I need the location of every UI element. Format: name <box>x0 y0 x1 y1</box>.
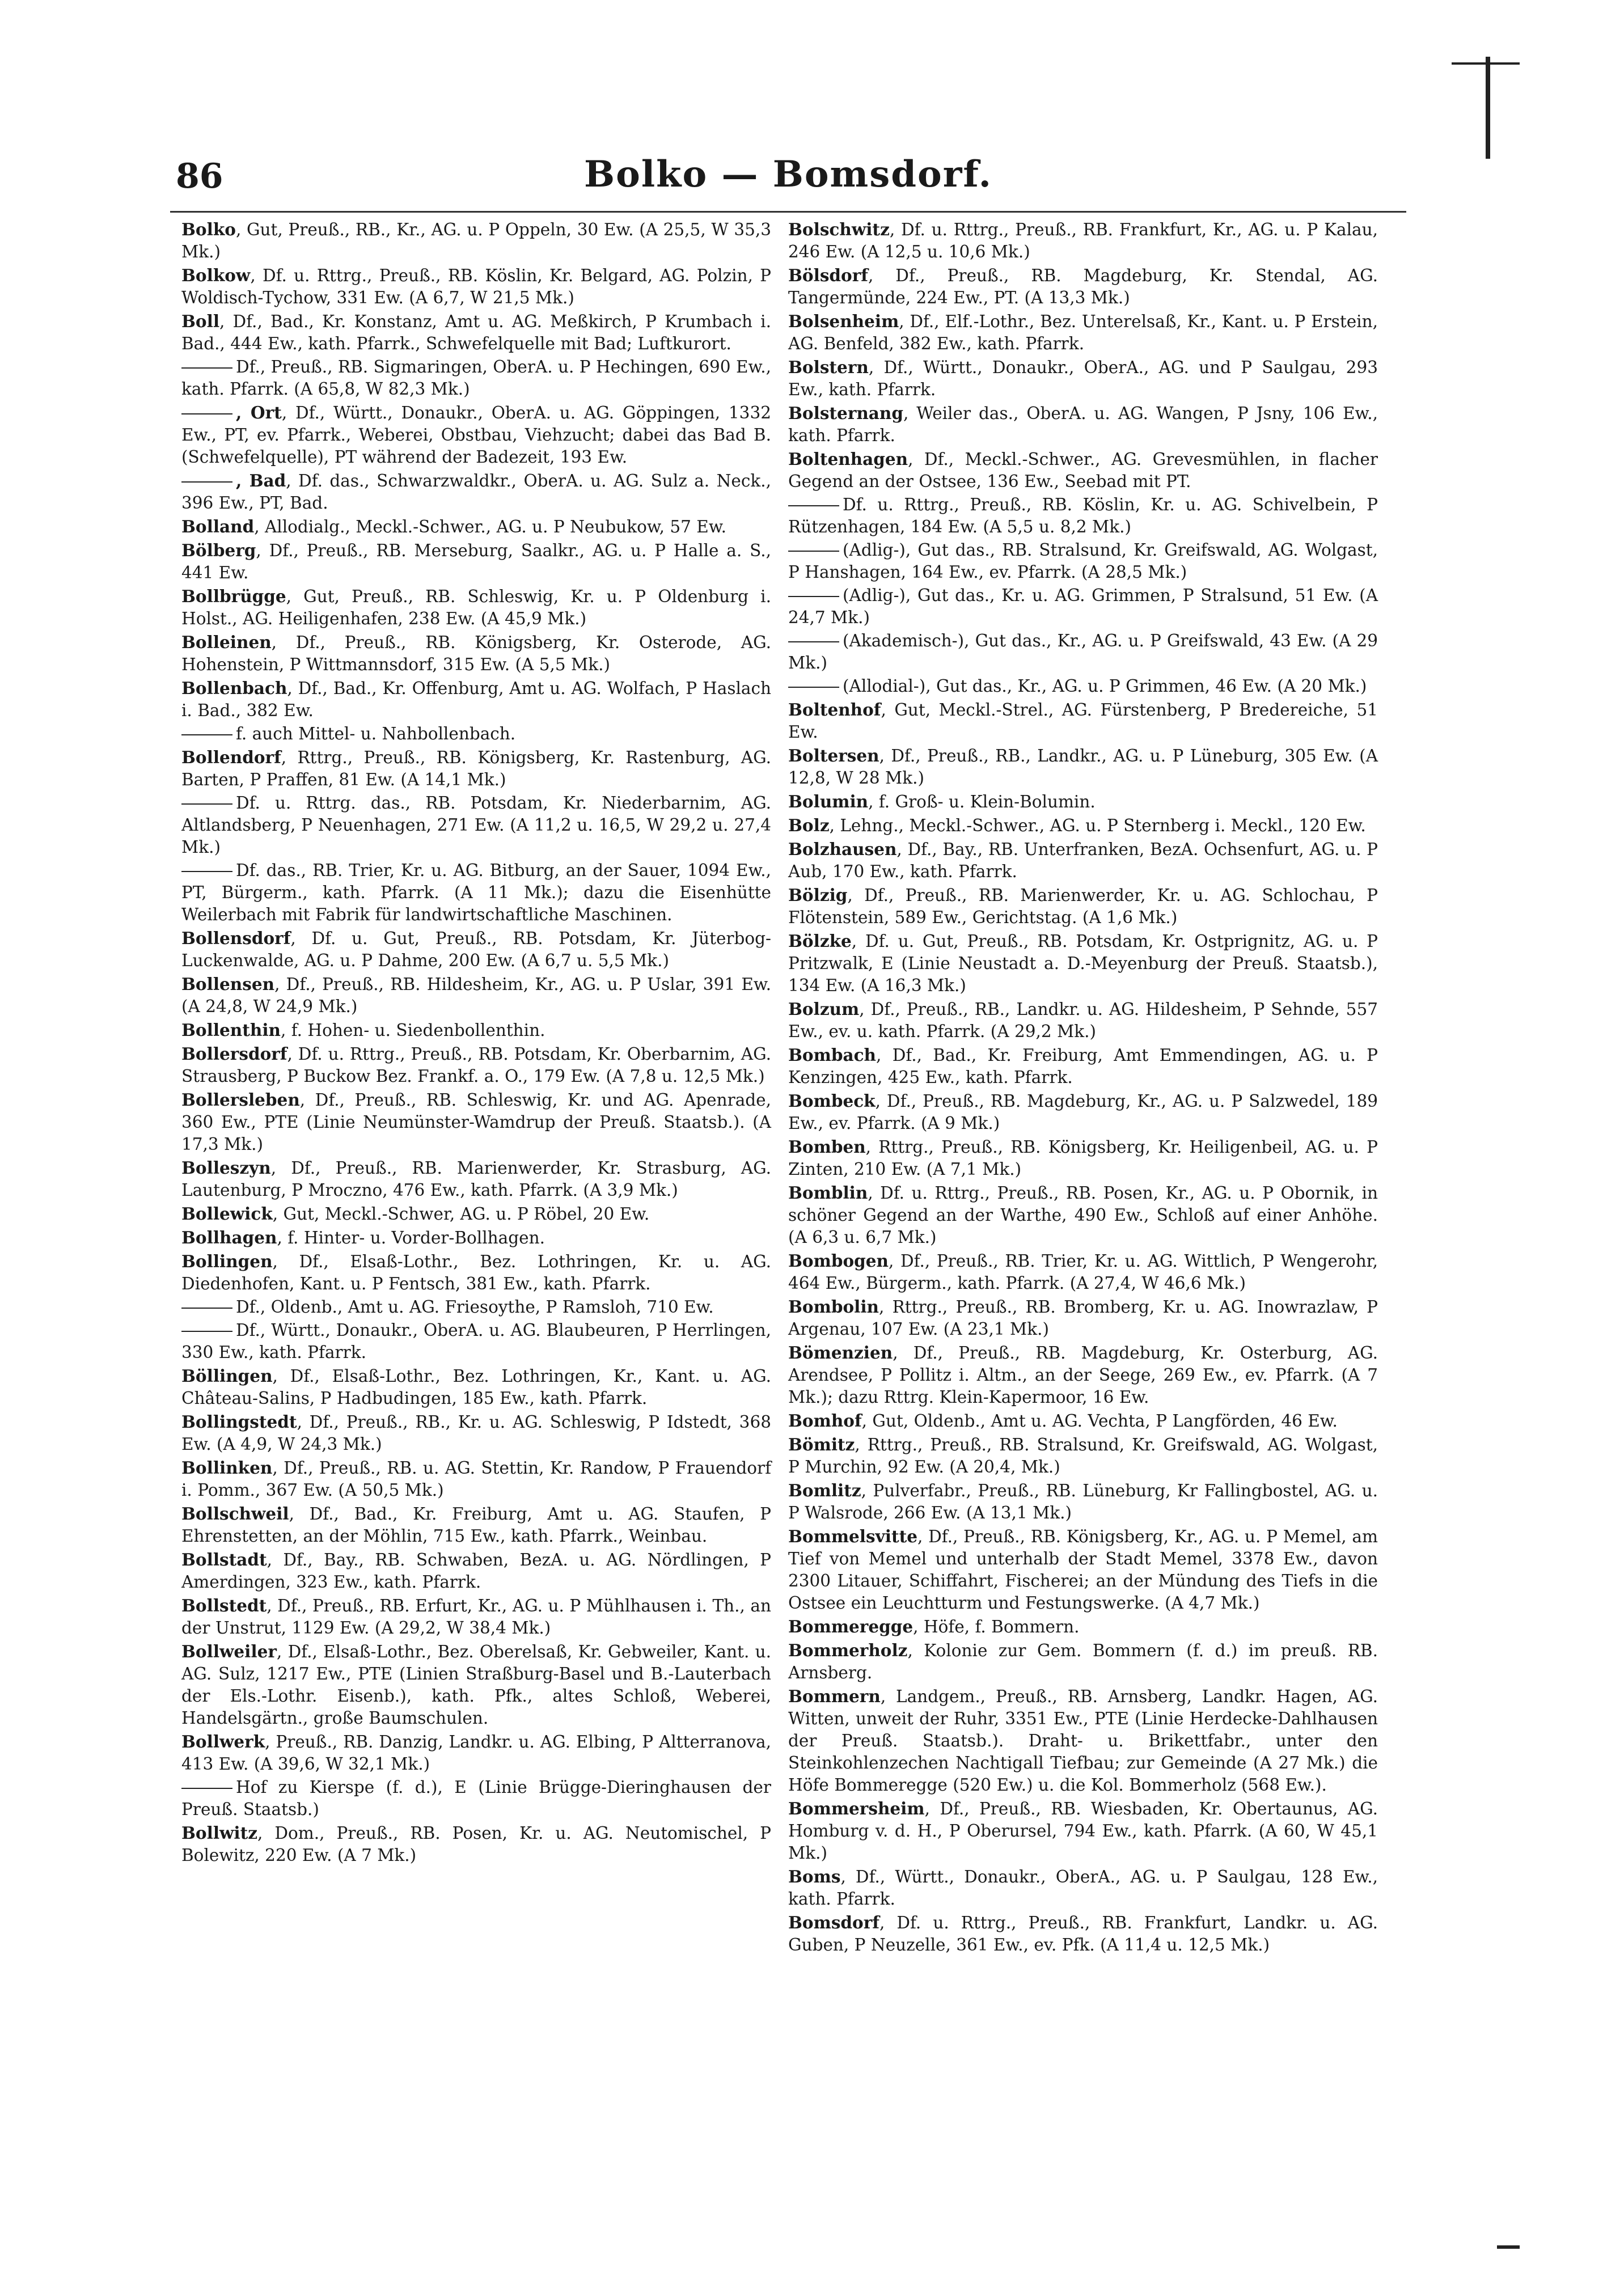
dictionary-entry <box>181 218 771 263</box>
entry-headword: Bölzke <box>788 931 852 951</box>
entry-headword: Bollersleben <box>181 1090 300 1110</box>
entry-headword: Bollingen <box>181 1251 273 1271</box>
dictionary-entry <box>788 1639 1378 1684</box>
entry-headword: Boltersen <box>788 746 879 765</box>
dictionary-entry <box>788 356 1378 401</box>
dictionary-entry <box>788 218 1378 263</box>
entry-headword: Bommern <box>788 1686 881 1706</box>
entry-headword: , Ort <box>236 403 282 422</box>
entry-headword: Bollwitz <box>181 1823 258 1843</box>
entry-headword: Bollewick <box>181 1204 273 1224</box>
entry-headword: Boll <box>181 311 220 331</box>
dictionary-entry <box>181 1411 771 1456</box>
dictionary-entry <box>788 310 1378 355</box>
dictionary-entry <box>181 1594 771 1639</box>
entry-text: , Df., Bad., Kr. Konstanz, Amt u. AG. Meßkirch, P Krumbach i. Bad., 444 Ew., kath. Pfarrk., Schwefelquelle mit Bad; Luftkurort. <box>181 312 771 353</box>
dictionary-entry <box>788 1685 1378 1796</box>
dictionary-entry <box>788 402 1378 447</box>
dictionary-entry <box>788 1525 1378 1614</box>
entry-text: , Df. u. Gut, Preuß., RB. Potsdam, Kr. Ostprignitz, AG. u. P Pritzwalk, E (Linie Neustadt a. D.-Meyenburg der Preuß. Staatsb.), 134 Ew. (A 16,3 Mk.) <box>788 932 1378 995</box>
entry-headword: Bommelsvitte <box>788 1526 917 1546</box>
entry-text: Hof zu Kierspe (f. d.), E (Linie Brügge-Dieringhausen der Preuß. Staatsb.) <box>181 1778 771 1819</box>
entry-text: , Rttrg., Preuß., RB. Königsberg, Kr. Rastenburg, AG. Barten, P Praffen, 81 Ew. (A 14,1 Mk.) <box>181 748 771 789</box>
dictionary-entry <box>181 264 771 309</box>
entry-headword: Bollenthin <box>181 1020 281 1040</box>
dictionary-entry <box>181 1503 771 1547</box>
entry-text: , Kolonie zur Gem. Bommern (f. d.) im preuß. RB. Arnsberg. <box>788 1641 1378 1682</box>
entry-headword: Bolland <box>181 517 255 536</box>
dictionary-entry <box>181 927 771 972</box>
entry-text: , Df., Preuß., RB. Marienwerder, Kr. Strasburg, AG. Lautenburg, P Mroczno, 476 Ew., kath. Pfarrk. (A 3,9 Mk.) <box>181 1158 771 1200</box>
entry-text: , Dom., Preuß., RB. Posen, Kr. u. AG. Neutomischel, P Bolewitz, 220 Ew. (A 7 Mk.) <box>181 1824 771 1865</box>
entry-text: , Landgem., Preuß., RB. Arnsberg, Landkr. Hagen, AG. Witten, unweit der Ruhr, 3351 Ew., PTE (Linie Herdecke-Dahlhausen der Preuß. Staatsb.). Draht- u. Brikettfabr., unter den Steinkohlenzechen Nachtigall Tiefbau; zur Gemeinde (A 27 Mk.) die Höfe Bommeregge (520 Ew.) u. die Kol. Bommerholz (568 Ew.). <box>788 1687 1378 1795</box>
entry-headword: Bommerholz <box>788 1640 908 1660</box>
entry-headword: Bolumin <box>788 792 869 811</box>
dictionary-entry <box>788 448 1378 493</box>
entry-text: Df. das., RB. Trier, Kr. u. AG. Bitburg, an der Sauer, 1094 Ew., PT, Bürgerm., kath. Pfarrk. (A 11 Mk.); dazu die Eisenhütte Weilerbach mit Fabrik für landwirtschaftliche Maschinen. <box>181 861 771 924</box>
entry-text: , f. Hinter- u. Vorder-Bollhagen. <box>277 1228 545 1247</box>
entry-text: , Df., Elf.-Lothr., Bez. Unterelsaß, Kr., Kant. u. P Erstein, AG. Benfeld, 382 Ew., kath. Pfarrk. <box>788 312 1378 353</box>
entry-headword: Bolsternang <box>788 403 903 423</box>
dictionary-entry <box>788 264 1378 309</box>
dictionary-entry <box>181 723 771 745</box>
entry-headword: Bollstedt <box>181 1596 267 1615</box>
entry-text: , Df. das., Schwarzwaldkr., OberA. u. AG. Sulz a. Neck., 396 Ew., PT, Bad. <box>181 471 771 513</box>
entry-headword: Bolzum <box>788 999 860 1019</box>
dictionary-entry <box>788 585 1378 629</box>
dictionary-entry <box>181 1549 771 1593</box>
entry-headword: Bölberg <box>181 540 256 560</box>
entry-headword: Bolleszyn <box>181 1158 271 1178</box>
entry-text: , Gut, Preuß., RB. Schleswig, Kr. u. P Oldenburg i. Holst., AG. Heiligenhafen, 238 Ew. (A 45,9 Mk.) <box>181 587 771 628</box>
dictionary-entry <box>181 1319 771 1364</box>
dictionary-entry <box>788 1479 1378 1524</box>
entry-headword: Bolz <box>788 815 830 835</box>
entry-headword: Böllingen <box>181 1366 273 1386</box>
header-rule <box>170 211 1406 213</box>
dictionary-entry <box>181 1457 771 1501</box>
entry-text: , Df., Bay., RB. Schwaben, BezA. u. AG. Nördlingen, P Amerdingen, 323 Ew., kath. Pfarrk. <box>181 1550 771 1592</box>
entry-text: , Df., Preuß., RB. Königsberg, Kr., AG. u. P Memel, am Tief von Memel und unterhalb der Stadt Memel, 3378 Ew., davon 2300 Litauer, Schiffahrt, Fischerei; an der Mündung des Tiefs in die Ostsee ein Leuchtturm und Festungswerke. (A 4,7 Mk.) <box>788 1527 1378 1613</box>
entry-text: , Df., Preuß., RB., Landkr. u. AG. Hildesheim, P Sehnde, 557 Ew., ev. u. kath. Pfarrk. (A 29,2 Mk.) <box>788 1000 1378 1041</box>
repeat-dash <box>788 505 839 506</box>
entry-text: , Df., Preuß., RB. Merseburg, Saalkr., AG. u. P Halle a. S., 441 Ew. <box>181 541 771 582</box>
entry-text: (Akademisch-), Gut das., Kr., AG. u. P Greifswald, 43 Ew. (A 29 Mk.) <box>788 631 1378 672</box>
repeat-dash <box>181 871 232 872</box>
entry-headword: Bollbrügge <box>181 586 286 606</box>
dictionary-entry <box>181 585 771 630</box>
entry-headword: Bollingstedt <box>181 1412 297 1432</box>
dictionary-entry <box>788 494 1378 538</box>
dictionary-entry <box>788 1044 1378 1089</box>
entry-headword: Bollweiler <box>181 1642 277 1661</box>
page-number: 86 <box>176 156 223 196</box>
repeat-dash <box>181 367 232 369</box>
scan-mark-top-right-bar <box>1452 62 1520 65</box>
repeat-dash <box>788 687 839 688</box>
dictionary-entry <box>788 1911 1378 1956</box>
entry-text: , Df. u. Rttrg., Preuß., RB. Potsdam, Kr. Oberbarnim, AG. Strausberg, P Buckow Bez. Frankf. a. O., 179 Ew. (A 7,8 u. 12,5 Mk.) <box>181 1044 771 1086</box>
dictionary-entry <box>788 1410 1378 1432</box>
entry-text: (Adlig-), Gut das., Kr. u. AG. Grimmen, P Stralsund, 51 Ew. (A 24,7 Mk.) <box>788 586 1378 627</box>
dictionary-entry <box>181 973 771 1018</box>
dictionary-entry <box>181 469 771 514</box>
entry-text: , Weiler das., OberA. u. AG. Wangen, P Jsny, 106 Ew., kath. Pfarrk. <box>788 404 1378 445</box>
repeat-dash <box>181 1788 232 1789</box>
entry-headword: Bollersdorf <box>181 1044 287 1064</box>
dictionary-entry <box>788 699 1378 743</box>
entry-text: , Df., Bad., Kr. Freiburg, Amt u. AG. Staufen, P Ehrenstetten, an der Möhlin, 715 Ew., kath. Pfarrk., Weinbau. <box>181 1504 771 1546</box>
left-column <box>181 218 771 1868</box>
entry-text: , Df., Elsaß-Lothr., Bez. Lothringen, Kr., Kant. u. AG. Château-Salins, P Hadbudingen, 185 Ew., kath. Pfarrk. <box>181 1367 771 1408</box>
dictionary-entry <box>181 1157 771 1202</box>
entry-text: , Df., Elsaß-Lothr., Bez. Oberelsaß, Kr. Gebweiler, Kant. u. AG. Sulz, 1217 Ew., PTE (Linien Straßburg-Basel und B.-Lauterbach der Els.-Lothr. Eisenb.), kath. Pfk., altes Schloß, Weberei, Handelsgärtn., große Baumschulen. <box>181 1642 771 1728</box>
entry-headword: Bömenzien <box>788 1343 893 1363</box>
entry-text: , Rttrg., Preuß., RB. Bromberg, Kr. u. AG. Inowrazlaw, P Argenau, 107 Ew. (A 23,1 Mk.) <box>788 1297 1378 1339</box>
dictionary-entry <box>788 1250 1378 1294</box>
entry-text: , Df., Preuß., RB. Erfurt, Kr., AG. u. P Mühlhausen i. Th., an der Unstrut, 1129 Ew. (A 29,2, W 38,4 Mk.) <box>181 1596 771 1638</box>
entry-text: , Df., Meckl.-Schwer., AG. Grevesmühlen, in flacher Gegend an der Ostsee, 136 Ew., Seebad mit PT. <box>788 450 1378 491</box>
dictionary-entry <box>181 401 771 468</box>
entry-text: , Gut, Meckl.-Strel., AG. Fürstenberg, P Bredereiche, 51 Ew. <box>788 700 1378 742</box>
dictionary-entry <box>788 998 1378 1043</box>
entry-headword: Bolzhausen <box>788 839 897 859</box>
entry-text: (Allodial-), Gut das., Kr., AG. u. P Grimmen, 46 Ew. (A 20 Mk.) <box>843 676 1367 696</box>
dictionary-entry <box>788 838 1378 883</box>
entry-headword: Bollwerk <box>181 1732 265 1752</box>
entry-headword: Bolschwitz <box>788 219 890 239</box>
entry-text: , Df., Preuß., RB. Magdeburg, Kr. Stendal, AG. Tangermünde, 224 Ew., PT. (A 13,3 Mk.) <box>788 266 1378 307</box>
entry-headword: Bolsenheim <box>788 311 899 331</box>
entry-headword: Bollensdorf <box>181 928 291 948</box>
entry-text: , Df., Preuß., RB., Kr. u. AG. Schleswig, P Idstedt, 368 Ew. (A 4,9, W 24,3 Mk.) <box>181 1412 771 1454</box>
running-head: Bolko — Bomsdorf. <box>584 153 992 196</box>
dictionary-entry <box>788 1296 1378 1340</box>
dictionary-entry <box>181 1822 771 1867</box>
dictionary-entry <box>788 744 1378 789</box>
entry-text: Df., Preuß., RB. Sigmaringen, OberA. u. P Hechingen, 690 Ew., kath. Pfarrk. (A 65,8, W 82,3 Mk.) <box>181 357 771 399</box>
dictionary-entry <box>181 860 771 926</box>
entry-text: Df., Oldenb., Amt u. AG. Friesoythe, P Ramsloh, 710 Ew. <box>236 1297 714 1317</box>
dictionary-entry <box>181 356 771 400</box>
entry-text: , Lehng., Meckl.-Schwer., AG. u. P Sternberg i. Meckl., 120 Ew. <box>829 816 1366 835</box>
entry-headword: Bolkow <box>181 265 251 285</box>
repeat-dash <box>788 596 839 597</box>
entry-text: , Df., Preuß., RB. Schleswig, Kr. und AG. Apenrade, 360 Ew., PTE (Linie Neumünster-Wamdrup der Preuß. Staatsb.). (A 17,3 Mk.) <box>181 1090 771 1154</box>
entry-headword: Bommersheim <box>788 1799 925 1818</box>
entry-headword: Bollinken <box>181 1458 273 1478</box>
entry-text: , Gut, Oldenb., Amt u. AG. Vechta, P Langförden, 46 Ew. <box>861 1411 1338 1431</box>
entry-text: , Df., Preuß., RB. Magdeburg, Kr. Osterburg, AG. Arendsee, P Pollitz i. Altm., an der Seege, 269 Ew., ev. Pfarrk. (A 7 Mk.); dazu Rttrg. Klein-Kapermoor, 16 Ew. <box>788 1343 1378 1407</box>
right-column <box>788 218 1378 1957</box>
dictionary-entry <box>181 1296 771 1318</box>
dictionary-entry <box>181 746 771 791</box>
entry-headword: Bombolin <box>788 1297 879 1317</box>
entry-headword: Bömitz <box>788 1435 855 1454</box>
entry-headword: Bollensen <box>181 974 275 994</box>
scan-mark-top-right <box>1486 57 1490 159</box>
entry-text: , Df., Preuß., RB. Trier, Kr. u. AG. Wittlich, P Wengerohr, 464 Ew., Bürgerm., kath. Pfarrk. (A 27,4, W 46,6 Mk.) <box>788 1251 1378 1293</box>
dictionary-entry <box>788 884 1378 929</box>
entry-text: , Df., Preuß., RB., Landkr., AG. u. P Lüneburg, 305 Ew. (A 12,8, W 28 Mk.) <box>788 746 1378 788</box>
repeat-dash <box>181 1308 232 1309</box>
dictionary-entry <box>788 1433 1378 1478</box>
entry-text: , Df., Preuß., RB. Königsberg, Kr. Osterode, AG. Hohenstein, P Wittmannsdorf, 315 Ew. (A 5,5 Mk.) <box>181 633 771 674</box>
entry-text: , Df., Preuß., RB. u. AG. Stettin, Kr. Randow, P Frauendorf i. Pomm., 367 Ew. (A 50,5 Mk.) <box>181 1458 771 1500</box>
dictionary-entry <box>181 310 771 355</box>
dictionary-entry <box>788 1865 1378 1910</box>
entry-headword: Bollendorf <box>181 747 281 767</box>
repeat-dash <box>788 551 839 552</box>
dictionary-entry <box>181 631 771 676</box>
entry-text: , Df., Bad., Kr. Offenburg, Amt u. AG. Wolfach, P Haslach i. Bad., 382 Ew. <box>181 679 771 720</box>
dictionary-entry <box>788 930 1378 997</box>
repeat-dash <box>181 413 232 414</box>
entry-text: (Adlig-), Gut das., RB. Stralsund, Kr. Greifswald, AG. Wolgast, P Hanshagen, 164 Ew., ev. Pfarrk. (A 28,5 Mk.) <box>788 540 1378 582</box>
entry-headword: Bollschweil <box>181 1504 289 1524</box>
scan-mark-bottom-right <box>1497 2245 1520 2249</box>
dictionary-entry <box>181 1226 771 1249</box>
dictionary-entry <box>788 1615 1378 1638</box>
entry-text: , f. Groß- u. Klein-Bolumin. <box>868 792 1096 811</box>
entry-headword: Bolleinen <box>181 632 272 652</box>
dictionary-entry <box>788 1090 1378 1135</box>
entry-headword: Bomlitz <box>788 1480 861 1500</box>
entry-headword: Bollenbach <box>181 678 287 698</box>
entry-text: , Rttrg., Preuß., RB. Stralsund, Kr. Greifswald, AG. Wolgast, P Murchin, 92 Ew. (A 20,4, Mk.) <box>788 1435 1378 1477</box>
entry-text: , Höfe, f. Bommern. <box>913 1617 1080 1636</box>
entry-headword: Bomben <box>788 1137 866 1157</box>
entry-text: f. auch Mittel- u. Nahbollenbach. <box>236 724 516 743</box>
entry-headword: Bollhagen <box>181 1228 277 1247</box>
entry-headword: Boms <box>788 1867 841 1886</box>
dictionary-entry <box>181 1776 771 1821</box>
entry-headword: Bomblin <box>788 1183 868 1203</box>
dictionary-entry <box>181 1019 771 1042</box>
dictionary-entry <box>181 677 771 722</box>
entry-text: , Df., Preuß., RB. Magdeburg, Kr., AG. u. P Salzwedel, 189 Ew., ev. Pfarrk. (A 9 Mk.) <box>788 1091 1378 1133</box>
entry-headword: Bomsdorf <box>788 1913 879 1932</box>
entry-headword: Boltenhagen <box>788 449 908 469</box>
entry-text: , Preuß., RB. Danzig, Landkr. u. AG. Elbing, P Altterranova, 413 Ew. (A 39,6, W 32,1 Mk.) <box>181 1732 771 1774</box>
dictionary-entry <box>181 1250 771 1295</box>
dictionary-entry <box>788 1797 1378 1864</box>
entry-headword: Boltenhof <box>788 700 881 720</box>
dictionary-entry <box>788 675 1378 697</box>
entry-text: , Df., Elsaß-Lothr., Bez. Lothringen, Kr. u. AG. Diedenhofen, Kant. u. P Fentsch, 381 Ew., kath. Pfarrk. <box>181 1252 771 1293</box>
entry-headword: Bolko <box>181 219 236 239</box>
page-header <box>170 153 1406 204</box>
entry-text: Df. u. Rttrg., Preuß., RB. Köslin, Kr. u. AG. Schivelbein, P Rützenhagen, 184 Ew. (A 5,5 u. 8,2 Mk.) <box>788 495 1378 536</box>
entry-text: , Df., Württ., Donaukr., OberA. u. AG. Göppingen, 1332 Ew., PT, ev. Pfarrk., Weberei, Obstbau, Viehzucht; dabei das Bad B. (Schwefelquelle), PT während der Badezeit, 193 Ew. <box>181 403 771 467</box>
repeat-dash <box>181 803 232 805</box>
dictionary-entry <box>788 790 1378 813</box>
dictionary-entry <box>181 1640 771 1729</box>
entry-headword: Bombogen <box>788 1251 889 1271</box>
entry-headword: Bomhof <box>788 1411 862 1431</box>
entry-text: , Df., Preuß., RB. Marienwerder, Kr. u. AG. Schlochau, P Flötenstein, 589 Ew., Gerichtstag. (A 1,6 Mk.) <box>788 886 1378 927</box>
dictionary-entry <box>788 814 1378 837</box>
repeat-dash <box>788 641 839 642</box>
entry-headword: Bölzig <box>788 885 848 905</box>
dictionary-entry <box>788 630 1378 674</box>
dictionary-entry <box>788 1342 1378 1408</box>
repeat-dash <box>181 1331 232 1332</box>
dictionary-entry <box>181 539 771 584</box>
entry-headword: Bommeregge <box>788 1617 914 1636</box>
dictionary-entry <box>181 1089 771 1156</box>
dictionary-entry <box>181 1043 771 1088</box>
dictionary-entry <box>181 515 771 538</box>
entry-text: , Df., Preuß., RB. Wiesbaden, Kr. Obertaunus, AG. Homburg v. d. H., P Oberursel, 794 Ew., kath. Pfarrk. (A 60, W 45,1 Mk.) <box>788 1799 1378 1863</box>
repeat-dash <box>181 734 232 735</box>
dictionary-entry <box>181 1731 771 1775</box>
entry-text: Df., Württ., Donaukr., OberA. u. AG. Blaubeuren, P Herrlingen, 330 Ew., kath. Pfarrk. <box>181 1321 771 1362</box>
entry-text: , Gut, Preuß., RB., Kr., AG. u. P Oppeln, 30 Ew. (A 25,5, W 35,3 Mk.) <box>181 220 771 261</box>
entry-text: , Pulverfabr., Preuß., RB. Lüneburg, Kr Fallingbostel, AG. u. P Walsrode, 266 Ew. (A 13,1 Mk.) <box>788 1481 1378 1522</box>
dictionary-entry <box>181 792 771 858</box>
entry-text: , Df., Preuß., RB. Hildesheim, Kr., AG. u. P Uslar, 391 Ew. (A 24,8, W 24,9 Mk.) <box>181 975 771 1016</box>
entry-text: , Df. u. Rttrg., Preuß., RB. Köslin, Kr. Belgard, AG. Polzin, P Woldisch-Tychow, 331 Ew. (A 6,7, W 21,5 Mk.) <box>181 266 771 307</box>
repeat-dash <box>181 481 232 483</box>
entry-headword: , Bad <box>236 471 286 490</box>
entry-headword: Bolstern <box>788 357 869 377</box>
entry-text: , Rttrg., Preuß., RB. Königsberg, Kr. Heiligenbeil, AG. u. P Zinten, 210 Ew. (A 7,1 Mk.) <box>788 1137 1378 1179</box>
entry-text: , Allodialg., Meckl.-Schwer., AG. u. P Neubukow, 57 Ew. <box>254 517 726 536</box>
dictionary-entry <box>788 539 1378 583</box>
entry-text: , f. Hohen- u. Siedenbollenthin. <box>280 1021 545 1040</box>
entry-text: , Df., Württ., Donaukr., OberA., AG. und P Saulgau, 293 Ew., kath. Pfarrk. <box>788 358 1378 399</box>
entry-headword: Bombeck <box>788 1091 876 1111</box>
entry-text: , Df., Bay., RB. Unterfranken, BezA. Ochsenfurt, AG. u. P Aub, 170 Ew., kath. Pfarrk. <box>788 840 1378 881</box>
entry-text: , Df. u. Rttrg., Preuß., RB. Frankfurt, Kr., AG. u. P Kalau, 246 Ew. (A 12,5 u. 10,6 Mk.) <box>788 220 1378 261</box>
entry-headword: Bollstadt <box>181 1550 267 1569</box>
entry-text: , Df. u. Rttrg., Preuß., RB. Frankfurt, Landkr. u. AG. Guben, P Neuzelle, 361 Ew., ev. Pfk. (A 11,4 u. 12,5 Mk.) <box>788 1913 1378 1954</box>
dictionary-entry <box>788 1136 1378 1181</box>
dictionary-entry <box>181 1365 771 1410</box>
entry-headword: Bölsdorf <box>788 265 868 285</box>
entry-text: , Df. u. Gut, Preuß., RB. Potsdam, Kr. Jüterbog-Luckenwalde, AG. u. P Dahme, 200 Ew. (A 6,7 u. 5,5 Mk.) <box>181 929 771 970</box>
entry-text: , Df., Bad., Kr. Freiburg, Amt Emmendingen, AG. u. P Kenzingen, 425 Ew., kath. Pfarrk. <box>788 1046 1378 1087</box>
entry-text: , Df., Württ., Donaukr., OberA., AG. u. P Saulgau, 128 Ew., kath. Pfarrk. <box>788 1867 1378 1909</box>
entry-text: Df. u. Rttrg. das., RB. Potsdam, Kr. Niederbarnim, AG. Altlandsberg, P Neuenhagen, 271 Ew. (A 11,2 u. 16,5, W 29,2 u. 27,4 Mk.) <box>181 793 771 857</box>
entry-text: , Gut, Meckl.-Schwer, AG. u. P Röbel, 20 Ew. <box>272 1204 650 1224</box>
entry-headword: Bombach <box>788 1045 876 1065</box>
dictionary-entry <box>181 1203 771 1225</box>
entry-text: , Df. u. Rttrg., Preuß., RB. Posen, Kr., AG. u. P Obornik, in schöner Gegend an der Warthe, 490 Ew., Schloß auf einer Anhöhe. (A 6,3 u. 6,7 Mk.) <box>788 1183 1378 1247</box>
dictionary-entry <box>788 1182 1378 1249</box>
